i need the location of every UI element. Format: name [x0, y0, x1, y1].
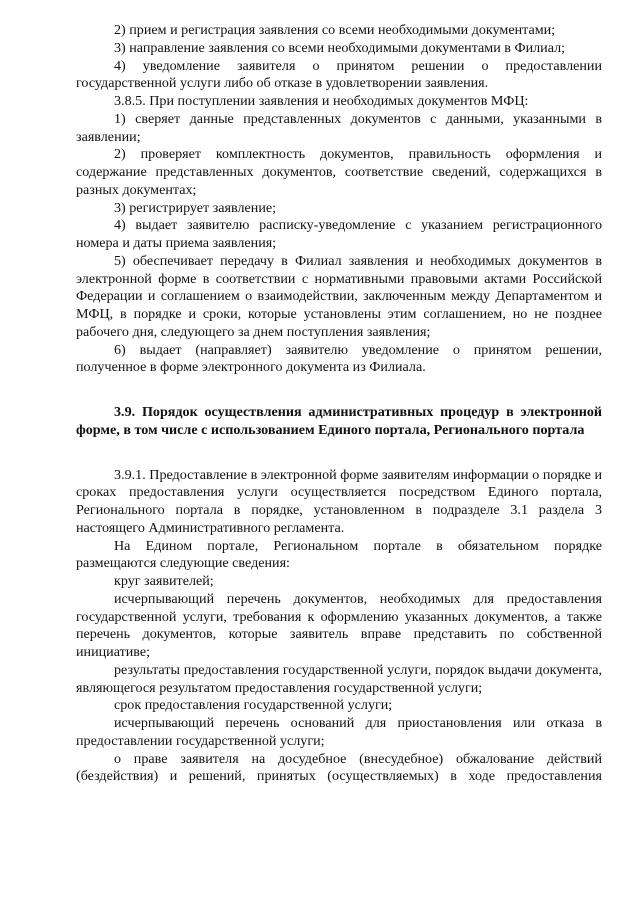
list-item-appeal-rights: о праве заявителя на досудебное (внесудебное) обжалование действий (бездействия) и решений, принятых (осуществляемых) в ходе предоставления [76, 750, 602, 785]
paragraph-mfc-item-5: 5) обеспечивает передачу в Филиал заявления и необходимых документов в электронной форме в соответствии с нормативными правовыми актами Российской Федерации и соглашением о взаимодействии, заключенным между Департаментом и МФЦ, в порядке и сроки, которые установлены этим соглашением, но не позднее рабочего дня, следующего за днем поступления заявления; [76, 252, 602, 340]
paragraph-mfc-item-1: 1) сверяет данные представленных документов с данными, указанными в заявлении; [76, 110, 602, 145]
paragraph-mfc-item-4: 4) выдает заявителю расписку-уведомление с указанием регистрационного номера и даты приема заявления; [76, 217, 602, 251]
document-page [76, 22, 602, 786]
spacer [76, 440, 602, 467]
paragraph-mfc-item-2: 2) проверяет комплектность документов, правильность оформления и содержание представленных документов, соответствие сведений, содержащихся в разных документах; [76, 146, 602, 198]
paragraph-portal-info-intro: На Едином портале, Региональном портале в обязательном порядке размещаются следующие сведения: [76, 537, 602, 572]
section-heading-3-9: 3.9. Порядок осуществления административных процедур в электронной форме, в том числе с использованием Единого портала, Регионального портала [76, 404, 602, 438]
paragraph-3-8-5: 3.8.5. При поступлении заявления и необходимых документов МФЦ: [114, 93, 529, 109]
list-item-documents: исчерпывающий перечень документов, необходимых для предоставления государственной услуги, требования к оформлению указанных документов, а также перечень документов, которые заявитель вправе представить по собственной инициативе; [76, 590, 602, 660]
paragraph-item-4-notification: 4) уведомление заявителя о принятом решении о предоставлении государственной услуги либо об отказе в удовлетворении заявления. [76, 57, 602, 92]
paragraph-item-3-forwarding: 3) направление заявления со всеми необходимыми документами в Филиал; [114, 39, 566, 56]
spacer [76, 377, 602, 404]
list-item-term: срок предоставления государственной услуги; [114, 697, 393, 714]
list-item-grounds: исчерпывающий перечень оснований для приостановления или отказа в предоставлении государственной услуги; [76, 715, 602, 749]
paragraph-item-2-intake: 2) прием и регистрация заявления со всеми необходимыми документами; [114, 22, 556, 38]
paragraph-mfc-item-6: 6) выдает (направляет) заявителю уведомление о принятом решении, полученное в форме электронного документа из Филиала. [76, 341, 602, 376]
paragraph-3-9-1: 3.9.1. Предоставление в электронной форме заявителям информации о порядке и сроках предоставления услуги осуществляется посредством Единого портала, Регионального портала в порядке, установленном в подразделе 3.1 раздела 3 настоящего Административного регламента. [76, 466, 602, 536]
list-item-results: результаты предоставления государственной услуги, порядок выдачи документа, являющегося результатом предоставления государственной услуги; [76, 661, 602, 696]
paragraph-mfc-item-3: 3) регистрирует заявление; [114, 199, 277, 216]
list-item-applicants: круг заявителей; [114, 573, 214, 589]
